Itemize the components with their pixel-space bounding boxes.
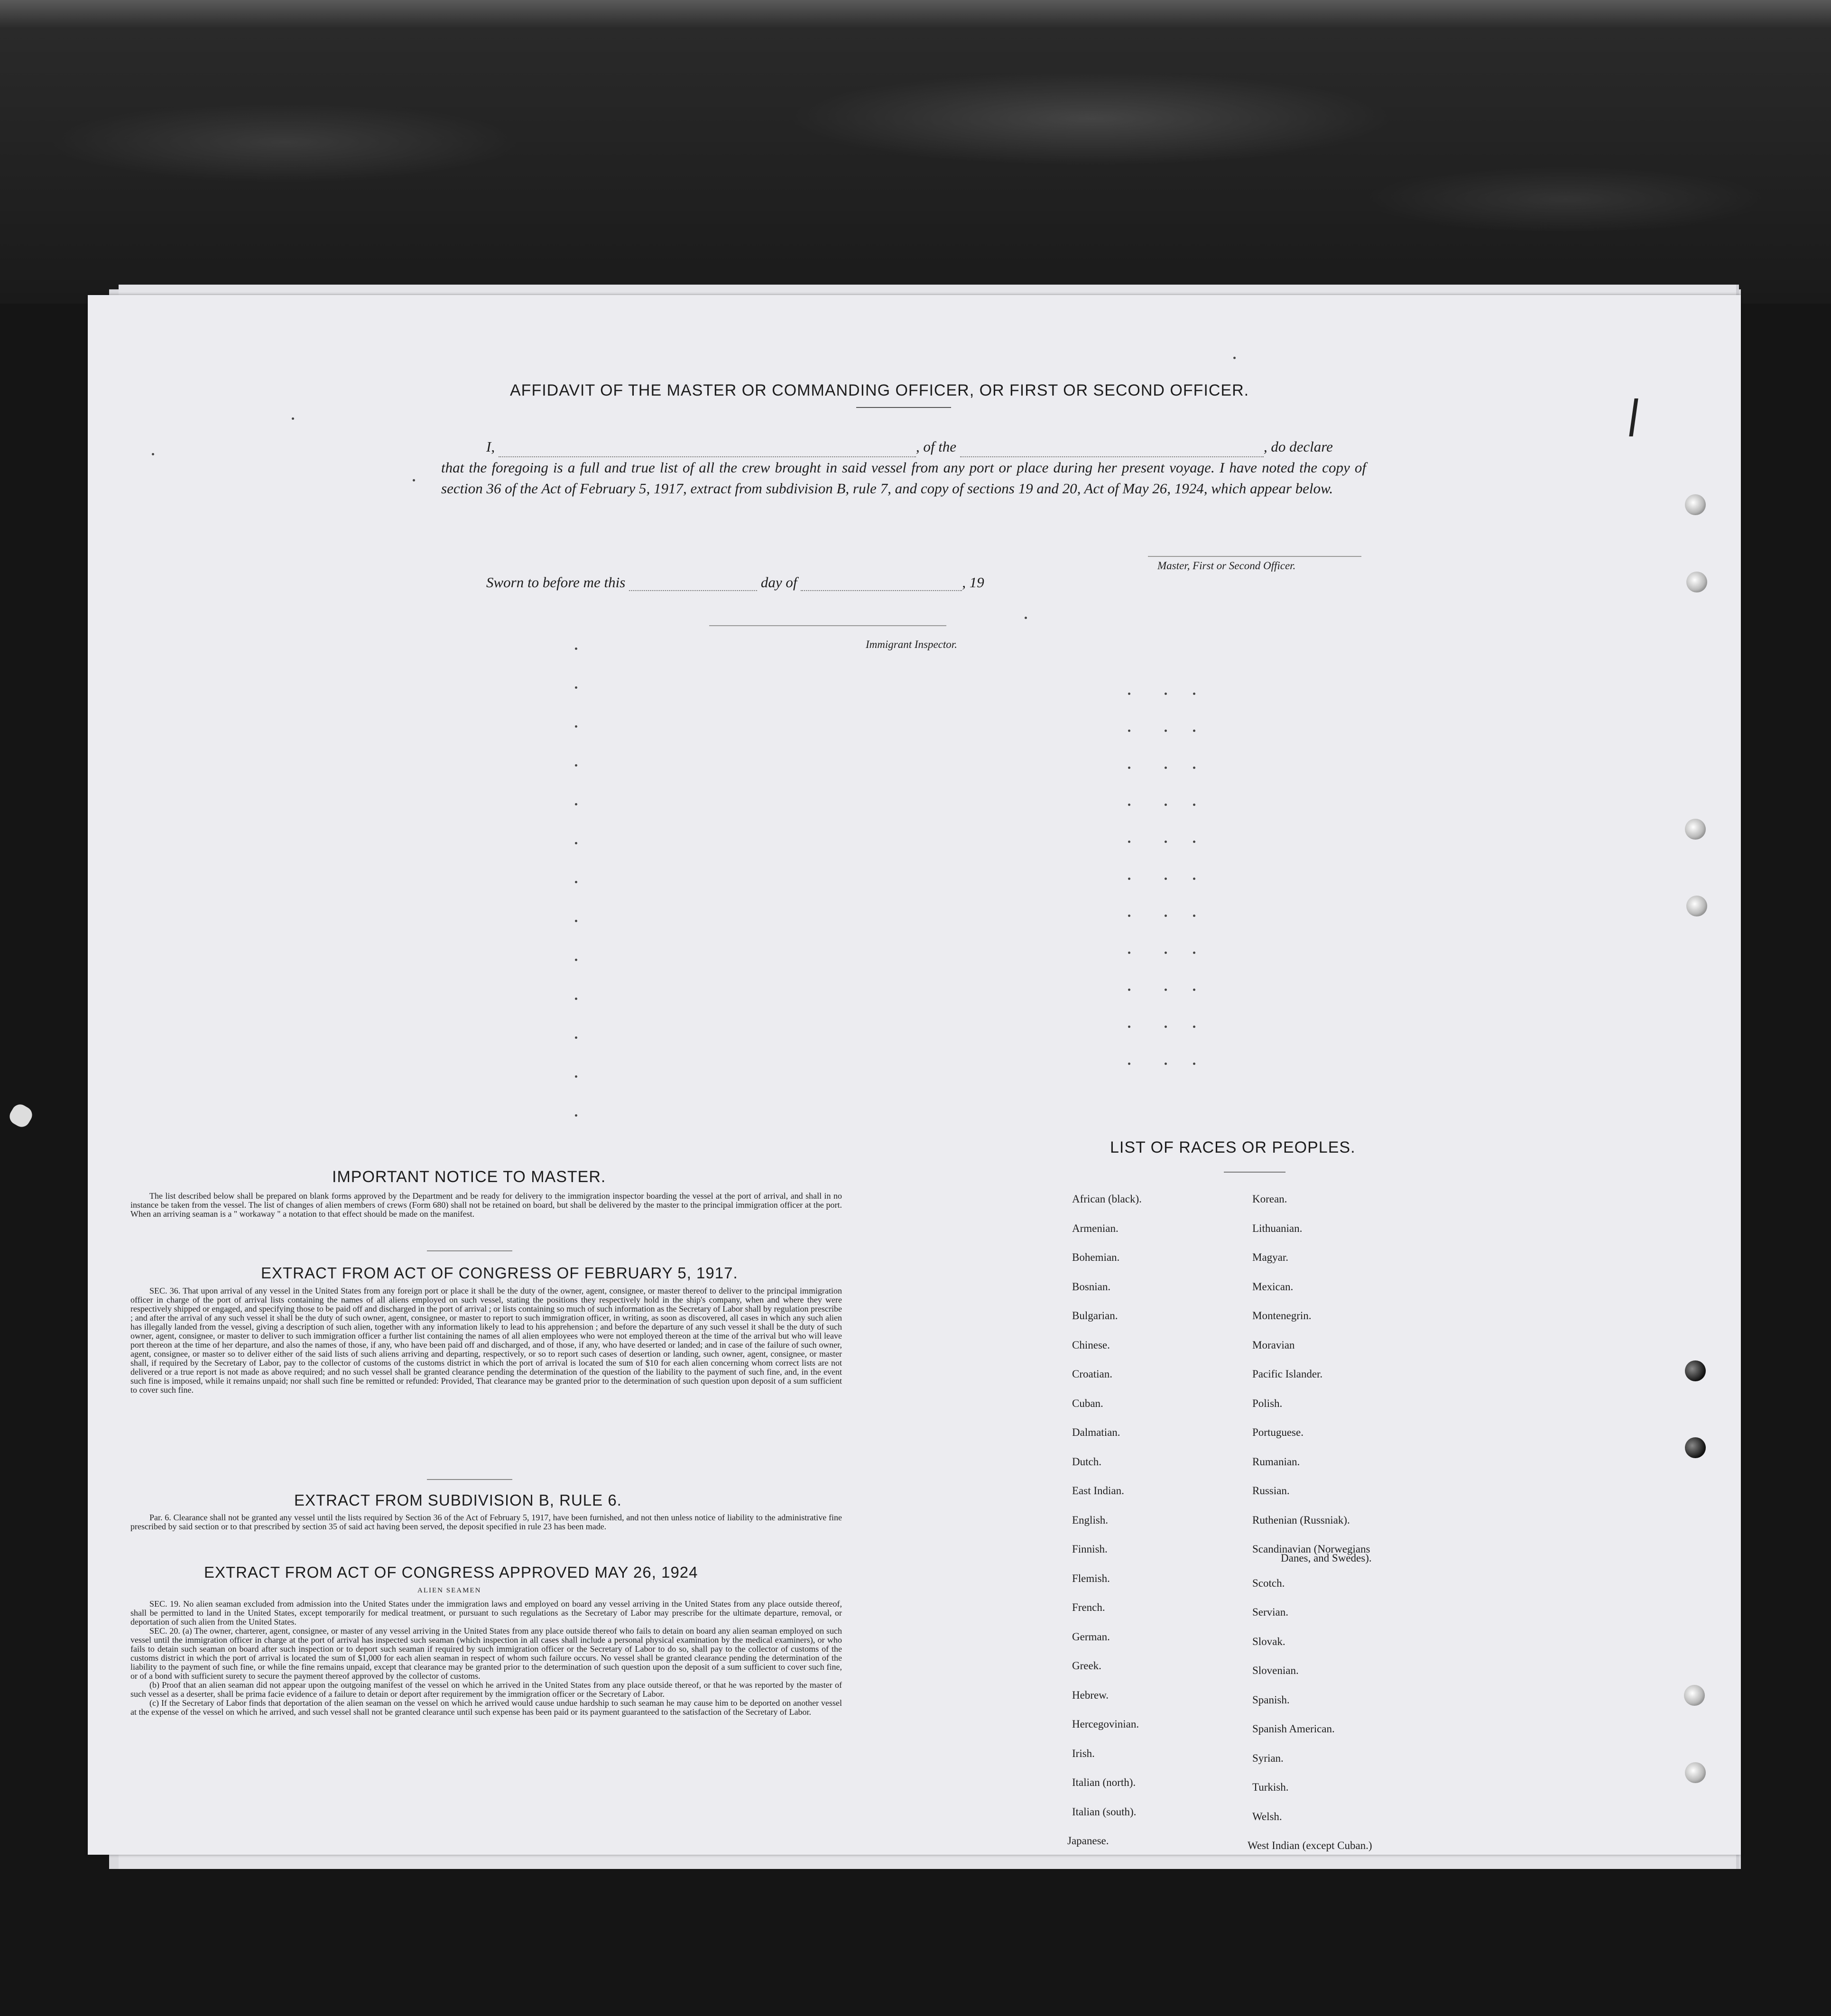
race-item: Irish. bbox=[1072, 1747, 1095, 1759]
divider bbox=[427, 1250, 512, 1251]
speck bbox=[1128, 804, 1130, 806]
race-item: Croatian. bbox=[1072, 1368, 1112, 1380]
binding-hole bbox=[1685, 1360, 1706, 1381]
speck bbox=[1128, 1026, 1130, 1028]
notice-title: IMPORTANT NOTICE TO MASTER. bbox=[332, 1168, 606, 1186]
speck bbox=[1193, 841, 1195, 843]
race-item: West Indian (except Cuban.) bbox=[1248, 1840, 1372, 1851]
speck bbox=[1193, 878, 1195, 880]
speck bbox=[1165, 1063, 1167, 1065]
race-item: Japanese. bbox=[1067, 1835, 1109, 1847]
speck bbox=[1193, 730, 1195, 732]
speck bbox=[1193, 915, 1195, 917]
speck bbox=[575, 998, 577, 1000]
extract-1917-title: EXTRACT FROM ACT OF CONGRESS OF FEBRUARY 5, 1917. bbox=[261, 1264, 738, 1282]
speck bbox=[1193, 1063, 1195, 1065]
race-item: Rumanian. bbox=[1252, 1455, 1300, 1468]
speck bbox=[1193, 989, 1195, 991]
race-item: Armenian. bbox=[1072, 1222, 1119, 1234]
race-item: Mexican. bbox=[1252, 1280, 1294, 1293]
speck bbox=[152, 453, 154, 455]
race-item: Servian. bbox=[1252, 1606, 1289, 1618]
race-item: Moravian bbox=[1252, 1339, 1295, 1351]
race-item: Danes, and Swedes). bbox=[1281, 1552, 1372, 1564]
sworn-line bbox=[486, 574, 984, 591]
decl-declare: , do declare bbox=[1263, 438, 1333, 455]
speck bbox=[1128, 878, 1130, 880]
speck bbox=[1128, 841, 1130, 843]
race-item: Chinese. bbox=[1072, 1339, 1110, 1351]
race-item: Italian (south). bbox=[1072, 1805, 1137, 1818]
race-item: Bulgarian. bbox=[1072, 1310, 1118, 1322]
race-item: Finnish. bbox=[1072, 1543, 1108, 1555]
speck bbox=[575, 1036, 577, 1039]
race-item: Dutch. bbox=[1072, 1455, 1101, 1468]
speck bbox=[1193, 767, 1195, 769]
race-item: Scotch. bbox=[1252, 1577, 1285, 1589]
race-item: African (black). bbox=[1072, 1193, 1142, 1205]
binding-hole bbox=[1685, 819, 1706, 840]
extract-1917-block bbox=[130, 1286, 842, 1395]
race-item: Hercegovinian. bbox=[1072, 1718, 1139, 1730]
race-item: Korean. bbox=[1252, 1193, 1287, 1205]
race-item: Hebrew. bbox=[1072, 1689, 1109, 1701]
binding-hole bbox=[1685, 494, 1706, 515]
background-scan-edge bbox=[0, 0, 1831, 304]
day-blank-line bbox=[629, 590, 757, 591]
extract-1917-body: SEC. 36. That upon arrival of any vessel in the United States from any foreign port or place it shall be the duty of the owner, agent, consignee, or master thereof to deliver to the principal immigration officer in charge of the port of arrival lists containing the names of all aliens employed on such vessel, stating the positions they respectively hold in the ship's company, when and where they were respectively shipped or engaged, and specifying those to be paid off and discharged in the port of arrival ; or lists containing so much of such information as the Secretary of Labor shall by regulation prescribe ; and after the arrival of any such vessel it shall be the duty of such owner, agent, consignee, or master to report to such immigration officer, in writing, as soon as discovered, all cases in which any such alien has illegally landed from the vessel, giving a description of such alien, together with any information likely to lead to his apprehension ; and before the departure of any such vessel it shall be the duty of such owner, agent, consignee, or master to deliver to such immigration officer a further list containing the names of all alien employees who were not employed thereon at the time of the arrival but who will leave port thereon at the time of her departure, and also the names of those, if any, who have been paid off and discharged, and of those, if any, who have deserted or landed; and in case of the failure of such owner, agent, consignee, or master so to deliver either of the said lists of such aliens arriving and departing, respectively, or so to report such cases of desertion or landing, such owner, agent, consignee, or master shall, if required by the Secretary of Labor, pay to the collector of customs of the customs district in which the port of arrival is located the sum of $10 for each alien concerning whom correct lists are not delivered or a true report is not made as above required; and no such vessel shall be granted clearance pending the determination of the question of the liability to the payment of such fine, and, in the event such fine is imposed, while it remains unpaid; nor shall such fine be remitted or refunded: Provided, That clearance may be granted prior to the determination of such question upon deposit of a sum sufficient to cover such fine. bbox=[130, 1286, 842, 1395]
inspector-signature-line bbox=[709, 625, 946, 626]
race-item: Welsh. bbox=[1252, 1810, 1282, 1822]
binding-hole bbox=[1686, 572, 1707, 592]
extract-rule6-body: Par. 6. Clearance shall not be granted any vessel until the lists required by Section 36 of the Act of February 5, 1917, have been furnished, and not then unless notice of liability to the administrative fine prescribed by said section or to that prescribed by section 35 of said act having been served, the deposit specified in rule 23 has been made. bbox=[130, 1513, 842, 1531]
extract-1924-block bbox=[130, 1600, 842, 1717]
speck bbox=[1128, 952, 1130, 954]
speck bbox=[575, 647, 577, 650]
sec-20c: (c) If the Secretary of Labor finds that deportation of the alien seaman on the vessel on which he arrived would cause undue hardship to such seaman he may cause him to be deported on another vessel at the expense of the vessel on which he arrived, and such vessel shall not be granted clearance until such expense has been paid or its payment guaranteed to the satisfaction of the Secretary of Labor. bbox=[130, 1698, 842, 1717]
race-item: Polish. bbox=[1252, 1397, 1283, 1409]
race-item: Cuban. bbox=[1072, 1397, 1103, 1409]
speck bbox=[1165, 804, 1167, 806]
race-item: Lithuanian. bbox=[1252, 1222, 1303, 1234]
speck bbox=[1128, 1063, 1130, 1065]
race-item: Italian (north). bbox=[1072, 1776, 1136, 1788]
binding-hole bbox=[1685, 1762, 1706, 1783]
race-item: Spanish American. bbox=[1252, 1723, 1335, 1735]
race-item: Montenegrin. bbox=[1252, 1310, 1312, 1322]
race-item: Dalmatian. bbox=[1072, 1426, 1120, 1438]
speck bbox=[1128, 693, 1130, 695]
sec-20a: SEC. 20. (a) The owner, charterer, agent, consignee, or master of any vessel arriving in the United States from any place outside thereof who fails to detain on board any alien seaman employed on such vessel until the immigration officer in charge at the port of arrival has inspected such seaman (which inspection in all cases shall include a personal physical examination by the medical examiners), or who fails to detain such seaman on board after such inspection or to deport such seaman if required by such immigration officer or the Secretary of Labor to do so, shall pay to the collector of customs of the customs district in which the port of arrival is located the sum of $1,000 for each alien seaman in respect of whom such failure occurs. No vessel shall be granted clearance pending the determination of the liability to the payment of such fine, or while the fine remains unpaid, except that clearance may be granted prior to the determination of such question upon the deposit of a sum sufficient to cover such fine, or of a bond with sufficient surety to secure the payment thereof approved by the collector of customs. bbox=[130, 1626, 842, 1681]
speck bbox=[292, 417, 294, 420]
speck bbox=[1165, 841, 1167, 843]
speck bbox=[575, 842, 577, 844]
race-item: Syrian. bbox=[1252, 1752, 1284, 1764]
binding-hole bbox=[1686, 896, 1707, 916]
inspector-caption: Immigrant Inspector. bbox=[866, 638, 957, 650]
speck bbox=[575, 1114, 577, 1117]
speck bbox=[575, 686, 577, 689]
race-item: Magyar. bbox=[1252, 1251, 1289, 1263]
speck bbox=[1193, 952, 1195, 954]
race-item: Turkish. bbox=[1252, 1781, 1289, 1793]
declaration-body: that the foregoing is a full and true list of all the crew brought in said vessel from any port or place during her present voyage. I have noted the copy of section 36 of the Act of February 5, 1917, extract from subdivision B, rule 7, and copy of sections 19 and 20, Act of May 26, 1924, which appear below. bbox=[441, 459, 1366, 497]
speck bbox=[1165, 693, 1167, 695]
binding-hole bbox=[1684, 1685, 1705, 1706]
race-item: Spanish. bbox=[1252, 1693, 1290, 1706]
speck bbox=[575, 959, 577, 961]
decl-of: , of the bbox=[916, 438, 957, 455]
race-item: Scandinavian (Norwegians bbox=[1252, 1543, 1370, 1555]
races-title: LIST OF RACES OR PEOPLES. bbox=[1110, 1138, 1356, 1156]
speck bbox=[575, 1075, 577, 1078]
race-item: Bosnian. bbox=[1072, 1280, 1111, 1293]
divider bbox=[856, 407, 951, 408]
notice-body-block bbox=[130, 1192, 842, 1219]
month-blank-line bbox=[801, 590, 962, 591]
divider bbox=[427, 1479, 512, 1480]
sec-20b: (b) Proof that an alien seaman did not appear upon the outgoing manifest of the vessel on which he arrived in the United States from any place outside thereof, or that he was reported by the master of such vessel as a deserter, shall be prima facie evidence of a failure to detain or deport after requirement by the immigration officer or the Secretary of Labor. bbox=[130, 1680, 842, 1699]
speck bbox=[1165, 952, 1167, 954]
race-item: English. bbox=[1072, 1514, 1109, 1526]
speck bbox=[575, 725, 577, 728]
extract-rule6-block bbox=[130, 1513, 842, 1531]
speck bbox=[1165, 1026, 1167, 1028]
speck bbox=[1165, 878, 1167, 880]
speck bbox=[1165, 989, 1167, 991]
scan-artifact bbox=[7, 1101, 35, 1130]
race-item: Flemish. bbox=[1072, 1572, 1110, 1584]
extract-1924-title: EXTRACT FROM ACT OF CONGRESS APPROVED MAY 26, 1924 bbox=[204, 1563, 698, 1581]
race-item: Russian. bbox=[1252, 1485, 1290, 1497]
speck bbox=[1193, 804, 1195, 806]
speck bbox=[575, 881, 577, 883]
race-item: East Indian. bbox=[1072, 1485, 1124, 1497]
speck bbox=[1128, 767, 1130, 769]
speck bbox=[413, 479, 415, 481]
speck bbox=[1233, 357, 1236, 359]
speck bbox=[575, 764, 577, 767]
race-item: Bohemian. bbox=[1072, 1251, 1120, 1263]
speck bbox=[575, 920, 577, 922]
speck bbox=[1025, 617, 1027, 619]
race-item: Ruthenian (Russniak). bbox=[1252, 1514, 1350, 1526]
sworn-prefix: Sworn to before me this bbox=[486, 574, 626, 591]
signature-line bbox=[1148, 556, 1361, 557]
decl-i: I, bbox=[486, 438, 495, 455]
speck bbox=[1128, 730, 1130, 732]
race-item: German. bbox=[1072, 1630, 1110, 1643]
declaration bbox=[441, 436, 1366, 499]
speck bbox=[1165, 915, 1167, 917]
race-item: Portuguese. bbox=[1252, 1426, 1304, 1438]
extract-1924-subtitle: ALIEN SEAMEN bbox=[417, 1587, 481, 1594]
race-item: Pacific Islander. bbox=[1252, 1368, 1323, 1380]
affidavit-title: AFFIDAVIT OF THE MASTER OR COMMANDING OFFICER, OR FIRST OR SECOND OFFICER. bbox=[510, 381, 1249, 399]
sworn-day: day of bbox=[760, 574, 797, 591]
speck bbox=[1165, 730, 1167, 732]
speck bbox=[1193, 693, 1195, 695]
speck bbox=[1193, 1026, 1195, 1028]
sec-19: SEC. 19. No alien seaman excluded from admission into the United States under the immigration laws and employed on board any vessel arriving in the United States from any place outside thereof, shall be permitted to land in the United States, except temporarily for medical treatment, or pursuant to such regulations as the Secretary of Labor may prescribe for the ultimate departure, removal, or deportation of such alien from the United States. bbox=[130, 1599, 842, 1627]
binding-hole bbox=[1685, 1437, 1706, 1458]
race-item: Greek. bbox=[1072, 1660, 1101, 1672]
master-caption: Master, First or Second Officer. bbox=[1157, 560, 1296, 572]
notice-body: The list described below shall be prepared on blank forms approved by the Department and be ready for delivery to the immigration inspector boarding the vessel at the port of arrival, and shall in no instance be taken from the vessel. The list of changes of alien members of crews (Form 680) shall not be retained on board, but shall be delivered by the master to the principal immigration officer at the port. When an arriving seaman is a " workaway " a notation to that effect should be made on the manifest. bbox=[130, 1191, 842, 1219]
race-item: Slovak. bbox=[1252, 1635, 1285, 1647]
divider bbox=[1224, 1172, 1285, 1173]
race-item: Slovenian. bbox=[1252, 1665, 1299, 1676]
speck bbox=[1128, 989, 1130, 991]
speck bbox=[1165, 767, 1167, 769]
extract-rule6-title: EXTRACT FROM SUBDIVISION B, RULE 6. bbox=[294, 1491, 622, 1509]
speck bbox=[575, 803, 577, 805]
sworn-year: , 19 bbox=[962, 574, 984, 591]
speck bbox=[1128, 915, 1130, 917]
race-item: French. bbox=[1072, 1601, 1105, 1613]
